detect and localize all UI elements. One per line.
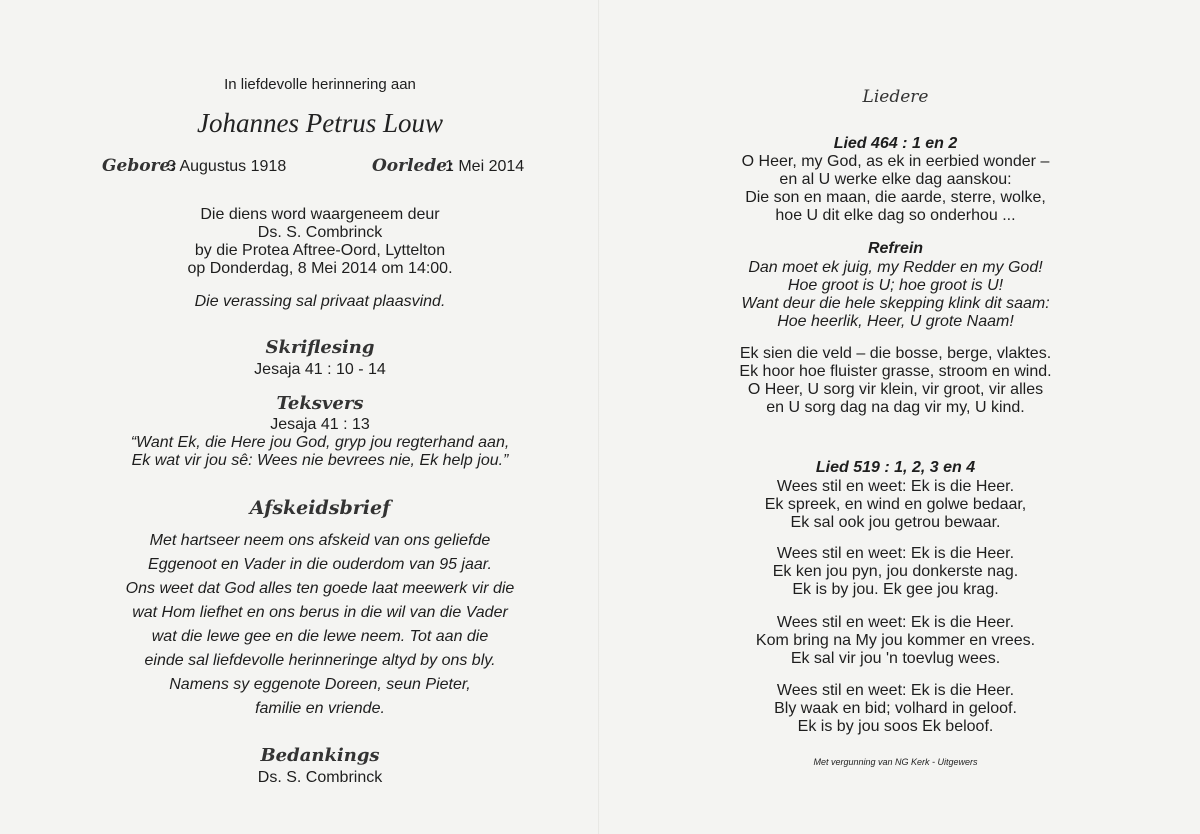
- letter-heading: Afskeidsbrief: [249, 497, 391, 519]
- verse-line: O Heer, my God, as ek in eerbied wonder –: [741, 153, 1050, 170]
- letter-line: Ons weet dat God alles ten goede laat meewerk vir die: [125, 580, 515, 597]
- reading-reference: Jesaja 41 : 10 - 14: [254, 361, 386, 378]
- verse-line: Die son en maan, die aarde, sterre, wolke,: [745, 189, 1046, 206]
- service-line: op Donderdag, 8 Mei 2014 om 14:00.: [187, 260, 453, 277]
- thanks-name: Ds. S. Combrinck: [257, 769, 383, 786]
- verse-line: Ek sal vir jou 'n toevlug wees.: [790, 650, 1001, 667]
- song2-verse1: [600, 478, 1191, 532]
- thanks-heading: Bedankings: [260, 745, 380, 766]
- publisher-credit: Met vergunning van NG Kerk - Uitgewers: [813, 757, 978, 767]
- letter-line: Eggenoot en Vader in die ouderdom van 95 jaar.: [148, 556, 492, 573]
- song1-verse2: [600, 345, 1191, 417]
- song2-title: Lied 519 : 1, 2, 3 en 4: [815, 459, 976, 476]
- verse-line: en U sorg dag na dag vir my, U kind.: [766, 399, 1025, 416]
- verse-line: O Heer, U sorg vir klein, vir groot, vir alles: [747, 381, 1044, 398]
- song1-title: Lied 464 : 1 en 2: [833, 135, 958, 152]
- letter-line: familie en vriende.: [255, 700, 385, 717]
- died-label: Oorlede:: [372, 156, 454, 176]
- died-date: 1 Mei 2014: [445, 158, 525, 175]
- letter-line: wat Hom liefhet en ons berus in die wil van die Vader: [132, 604, 508, 621]
- song2-verse4: [600, 682, 1191, 736]
- refrain-line: Hoe groot is U; hoe groot is U!: [787, 277, 1004, 294]
- service-details: [0, 206, 640, 278]
- refrain-title: Refrein: [867, 240, 924, 257]
- service-line: by die Protea Aftree-Oord, Lyttelton: [194, 242, 446, 259]
- deceased-name: Johannes Petrus Louw: [197, 108, 443, 138]
- letter-line: einde sal liefdevolle herinneringe altyd by ons bly.: [144, 652, 496, 669]
- farewell-letter: [0, 529, 640, 721]
- service-line: Ds. S. Combrinck: [257, 224, 383, 241]
- verse-line: Ek spreek, en wind en golwe bedaar,: [764, 496, 1027, 513]
- service-line: Die diens word waargeneem deur: [200, 206, 440, 223]
- song1-verse1: [600, 153, 1191, 225]
- born-date: 3 Augustus 1918: [167, 158, 287, 175]
- verse-line: Ek sal ook jou getrou bewaar.: [790, 514, 1001, 531]
- refrain-line: Dan moet ek juig, my Redder en my God!: [748, 259, 1043, 276]
- reading-heading: Skriflesing: [265, 337, 375, 358]
- cremation-note: Die verassing sal privaat plaasvind.: [194, 293, 446, 310]
- verse-line: Ek hoor hoe fluister grasse, stroom en wind.: [739, 363, 1052, 380]
- verse-line: Wees stil en weet: Ek is die Heer.: [776, 614, 1015, 631]
- right-page: [600, 0, 1200, 834]
- letter-line: Met hartseer neem ons afskeid van ons geliefde: [149, 532, 491, 549]
- song2-verse2: [600, 545, 1191, 599]
- refrain-line: Hoe heerlik, Heer, U grote Naam!: [777, 313, 1014, 330]
- song2-verse3: [600, 614, 1191, 668]
- verse-line: Ek ken jou pyn, jou donkerste nag.: [772, 563, 1019, 580]
- quote-line: Ek wat vir jou sê: Wees nie bevrees nie, Ek help jou.”: [131, 452, 509, 469]
- letter-line: wat die lewe gee en die lewe neem. Tot aan die: [151, 628, 489, 645]
- text-heading: Teksvers: [276, 393, 364, 414]
- verse-line: Bly waak en bid; volhard in geloof.: [774, 700, 1017, 717]
- text-quote: [0, 434, 640, 470]
- intro-text: In liefdevolle herinnering aan: [224, 76, 416, 93]
- songs-heading: Liedere: [862, 87, 929, 107]
- verse-line: Ek is by jou. Ek gee jou krag.: [792, 581, 999, 598]
- verse-line: hoe U dit elke dag so onderhou ...: [775, 207, 1016, 224]
- verse-line: en al U werke elke dag aanskou:: [779, 171, 1012, 188]
- refrain: [600, 259, 1191, 331]
- verse-line: Wees stil en weet: Ek is die Heer.: [776, 545, 1015, 562]
- verse-line: Ek sien die veld – die bosse, berge, vlaktes.: [739, 345, 1052, 362]
- verse-line: Ek is by jou soos Ek beloof.: [797, 718, 994, 735]
- verse-line: Kom bring na My jou kommer en vrees.: [755, 632, 1036, 649]
- verse-line: Wees stil en weet: Ek is die Heer.: [776, 478, 1015, 495]
- quote-line: “Want Ek, die Here jou God, gryp jou regterhand aan,: [130, 434, 510, 451]
- born-label: Gebore:: [102, 156, 177, 176]
- refrain-line: Want deur die hele skepping klink dit saam:: [741, 295, 1050, 312]
- verse-line: Wees stil en weet: Ek is die Heer.: [776, 682, 1015, 699]
- letter-line: Namens sy eggenote Doreen, seun Pieter,: [169, 676, 471, 693]
- text-reference: Jesaja 41 : 13: [270, 416, 370, 433]
